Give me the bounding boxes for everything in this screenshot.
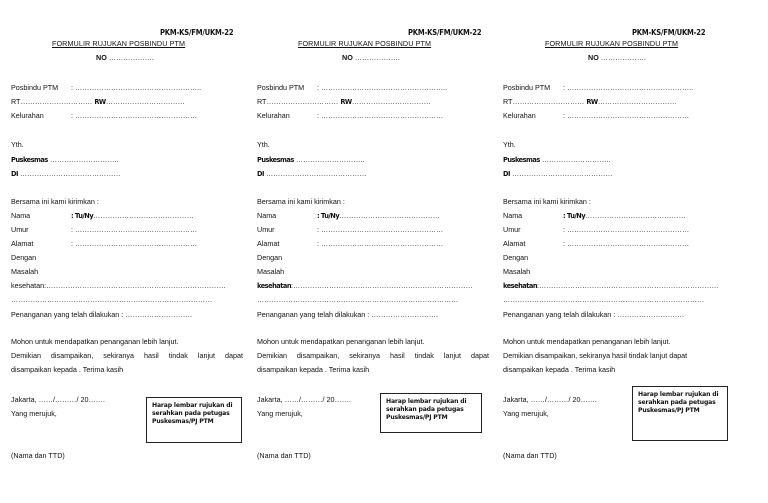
form-number: NO ………………. <box>588 53 646 62</box>
di-row: DI …………………………………… <box>11 169 121 178</box>
puskesmas-row: Puskesmas ……………………….. <box>257 155 365 164</box>
nama-row: Nama : Tu/Ny…………………………………… <box>257 211 440 220</box>
signature-label: (Nama dan TTD) <box>11 451 65 460</box>
mohon-text: Mohon untuk mendapatkan penanganan lebih lanjut. <box>11 337 179 346</box>
kirimkan-text: Bersama ini kami kirimkan : <box>11 197 99 206</box>
date-line: Jakarta, ……/………/ 20……. <box>257 395 351 404</box>
form-title: FORMULIR RUJUKAN POSBINDU PTM <box>52 39 186 48</box>
yth-label: Yth. <box>503 140 516 149</box>
kesehatan-row: kesehatan:………………………………………………………………… <box>257 281 473 290</box>
yth-label: Yth. <box>257 140 270 149</box>
umur-row: Umur : …………………………………………… <box>257 225 444 234</box>
signature-label: (Nama dan TTD) <box>257 451 311 460</box>
rt-rw-row: RT………………………… RW…………………………… <box>503 97 677 106</box>
alamat-row: Alamat : …………………………………………… <box>257 239 444 248</box>
kelurahan-row: Kelurahan : …………………………………………… <box>11 111 198 120</box>
disampaikan-text: disampaikan kepada . Terima kasih <box>257 365 370 374</box>
masalah-label: Masalah <box>257 267 285 276</box>
dengan-label: Dengan <box>257 253 283 262</box>
date-line: Jakarta, ……/………/ 20……. <box>503 395 597 404</box>
form-title: FORMULIR RUJUKAN POSBINDU PTM <box>298 39 432 48</box>
mohon-text: Mohon untuk mendapatkan penanganan lebih lanjut. <box>503 337 671 346</box>
demikian-text: Demikian disampaikan, sekiranya hasil tindak lanjut dapat <box>503 351 688 360</box>
posbindu-row: Posbindu PTM : …………………………………………….. <box>257 83 448 92</box>
demikian-text: Demikian disampaikan, sekiranya hasil tindak lanjut dapat <box>11 351 243 360</box>
referral-form-1 <box>0 0 243 503</box>
puskesmas-row: Puskesmas ……………………….. <box>11 155 119 164</box>
yang-merujuk: Yang merujuk, <box>257 409 303 418</box>
date-line: Jakarta, ……/………/ 20……. <box>11 395 105 404</box>
kelurahan-row: Kelurahan : …………………………………………… <box>503 111 690 120</box>
kesehatan-row: kesehatan:………………………………………………………………… <box>11 281 226 290</box>
dotted-line: ………………………………………………………………………… <box>257 295 459 304</box>
alamat-row: Alamat : …………………………………………… <box>11 239 198 248</box>
umur-row: Umur : …………………………………………… <box>11 225 198 234</box>
alamat-row: Alamat : …………………………………………… <box>503 239 690 248</box>
kirimkan-text: Bersama ini kami kirimkan : <box>257 197 345 206</box>
kirimkan-text: Bersama ini kami kirimkan : <box>503 197 591 206</box>
note-box: Harap lembar rujukan di serahkan pada petugas Puskesmas/PJ PTM <box>146 397 242 443</box>
nama-row: Nama : Tu/Ny…………………………………… <box>11 211 194 220</box>
kelurahan-row: Kelurahan : …………………………………………… <box>257 111 444 120</box>
penanganan-row: Penanganan yang telah dilakukan : ………………………. <box>503 310 684 319</box>
referral-form-3 <box>492 0 732 503</box>
dengan-label: Dengan <box>11 253 37 262</box>
disampaikan-text: disampaikan kepada . Terima kasih <box>11 365 124 374</box>
form-code: PKM-KS/FM/UKM-22 <box>160 28 234 37</box>
penanganan-row: Penanganan yang telah dilakukan : ………………………. <box>257 310 438 319</box>
nama-row: Nama : Tu/Ny…………………………………… <box>503 211 686 220</box>
umur-row: Umur : …………………………………………… <box>503 225 690 234</box>
posbindu-row: Posbindu PTM : …………………………………………….. <box>503 83 694 92</box>
demikian-text: Demikian disampaikan, sekiranya hasil tindak lanjut dapat <box>257 351 489 360</box>
form-number: NO ………………. <box>342 53 400 62</box>
rt-rw-row: RT………………………… RW…………………………… <box>257 97 431 106</box>
yang-merujuk: Yang merujuk, <box>11 409 57 418</box>
form-code: PKM-KS/FM/UKM-22 <box>408 28 482 37</box>
dotted-line: ………………………………………………………………………… <box>503 295 705 304</box>
puskesmas-row: Puskesmas ……………………….. <box>503 155 611 164</box>
yth-label: Yth. <box>11 140 24 149</box>
di-row: DI …………………………………… <box>503 169 613 178</box>
note-box: Harap lembar rujukan di serahkan pada petugas Puskesmas/PJ PTM <box>380 393 482 433</box>
penanganan-row: Penanganan yang telah dilakukan : ………………………. <box>11 310 192 319</box>
dengan-label: Dengan <box>503 253 529 262</box>
form-title: FORMULIR RUJUKAN POSBINDU PTM <box>545 39 679 48</box>
disampaikan-text: disampaikan kepada . Terima kasih <box>503 365 616 374</box>
signature-label: (Nama dan TTD) <box>503 451 557 460</box>
mohon-text: Mohon untuk mendapatkan penanganan lebih lanjut. <box>257 337 425 346</box>
posbindu-row: Posbindu PTM : …………………………………………….. <box>11 83 202 92</box>
referral-form-2 <box>246 0 489 503</box>
form-number: NO ………………. <box>96 53 154 62</box>
masalah-label: Masalah <box>11 267 39 276</box>
dotted-line: ………………………………………………………………………… <box>11 295 213 304</box>
yang-merujuk: Yang merujuk, <box>503 409 549 418</box>
kesehatan-row: kesehatan:………………………………………………………………… <box>503 281 719 290</box>
masalah-label: Masalah <box>503 267 531 276</box>
rt-rw-row: RT………………………… RW…………………………… <box>11 97 185 106</box>
form-code: PKM-KS/FM/UKM-22 <box>632 28 706 37</box>
di-row: DI …………………………………… <box>257 169 367 178</box>
note-box: Harap lembar rujukan di serahkan pada petugas Puskesmas/PJ PTM <box>632 386 728 441</box>
